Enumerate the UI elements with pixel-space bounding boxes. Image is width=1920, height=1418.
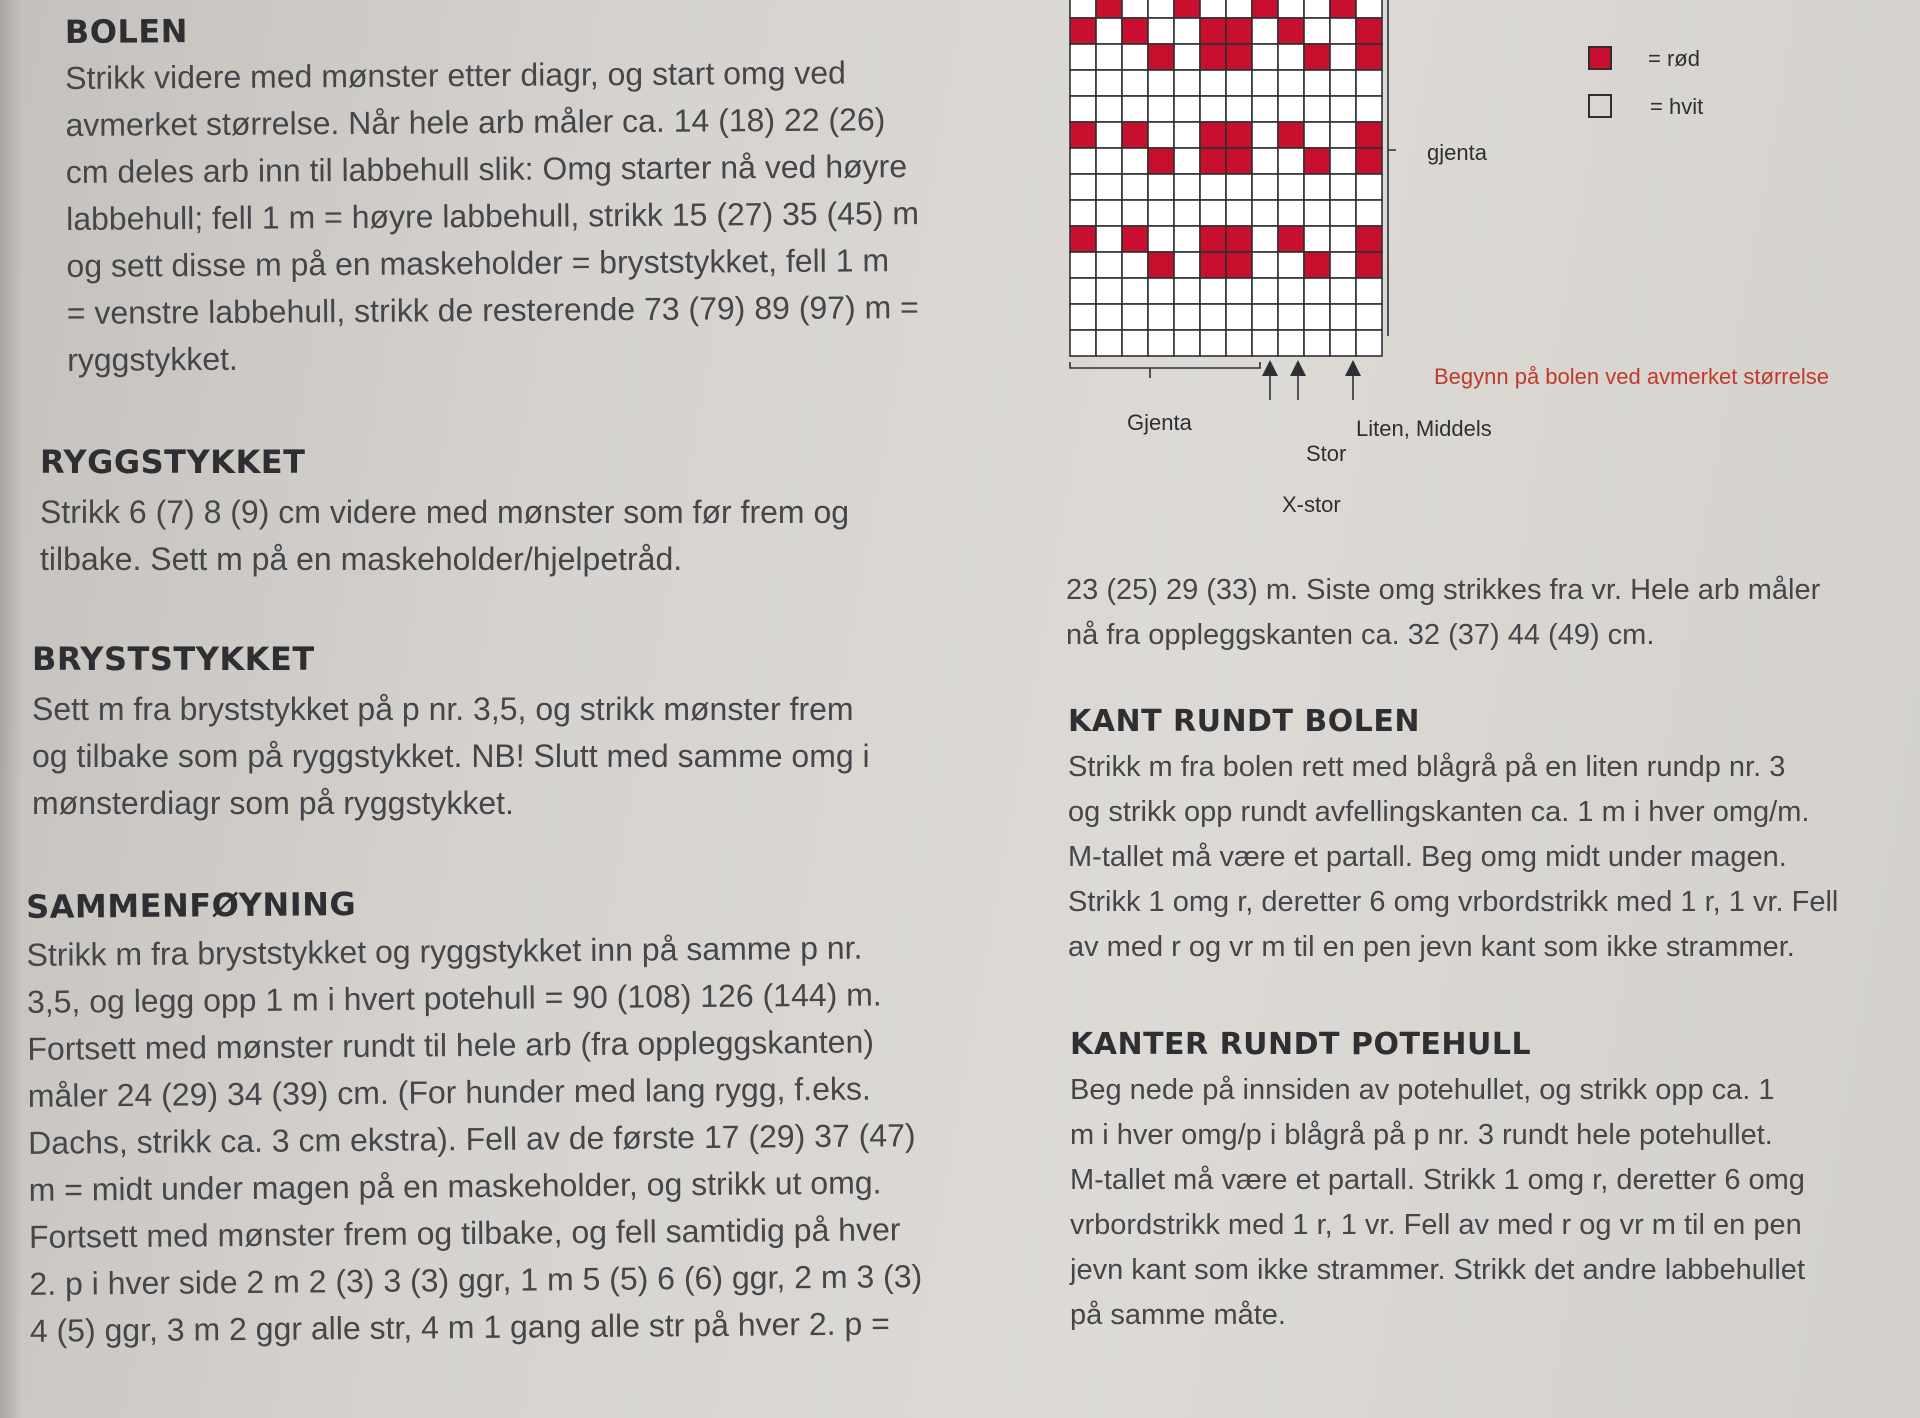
diagram-label-gjenta-bottom: Gjenta <box>1127 410 1192 435</box>
grid-cell-white <box>1330 252 1356 278</box>
grid-cell-white <box>1122 44 1148 70</box>
heading-ryggstykket: RYGGSTYKKET <box>40 443 306 481</box>
grid-cell-red <box>1070 226 1096 252</box>
grid-cell-white <box>1122 148 1148 174</box>
grid-cell-red <box>1356 148 1382 174</box>
grid-cell-red <box>1070 122 1096 148</box>
grid-cell-white <box>1174 278 1200 304</box>
grid-cell-white <box>1096 330 1122 356</box>
grid-cell-white <box>1278 330 1304 356</box>
grid-cell-white <box>1122 252 1148 278</box>
grid-cell-white <box>1148 18 1174 44</box>
grid-cell-white <box>1226 304 1252 330</box>
grid-cell-white <box>1148 330 1174 356</box>
grid-cell-white <box>1252 200 1278 226</box>
legend-swatch-red <box>1588 46 1612 70</box>
kant-bolen-text <box>1068 745 1838 970</box>
grid-cell-white <box>1122 96 1148 122</box>
grid-cell-white <box>1096 70 1122 96</box>
grid-cell-white <box>1278 200 1304 226</box>
text-line: mønsterdiagr som på ryggstykket. <box>32 785 514 821</box>
grid-cell-red <box>1070 18 1096 44</box>
grid-cell-white <box>1278 304 1304 330</box>
text-line: av med r og vr m til en pen jevn kant som ikke strammer. <box>1068 931 1795 963</box>
grid-cell-white <box>1096 148 1122 174</box>
grid-cell-white <box>1356 304 1382 330</box>
grid-cell-red <box>1226 18 1252 44</box>
grid-cell-white <box>1070 0 1096 18</box>
grid-cell-white <box>1330 70 1356 96</box>
grid-cell-white <box>1174 252 1200 278</box>
grid-cell-white <box>1174 122 1200 148</box>
text-line: ryggstykket. <box>67 340 238 378</box>
heading-kant-potehull: KANTER RUNDT POTEHULL <box>1070 1027 1532 1062</box>
grid-cell-white <box>1304 174 1330 200</box>
grid-cell-red <box>1122 122 1148 148</box>
diagram-label-xstor: X-stor <box>1282 492 1341 517</box>
grid-cell-red <box>1278 18 1304 44</box>
grid-cell-white <box>1252 278 1278 304</box>
grid-cell-white <box>1148 278 1174 304</box>
grid-cell-white <box>1252 18 1278 44</box>
grid-cell-white <box>1304 278 1330 304</box>
grid-cell-white <box>1278 96 1304 122</box>
grid-cell-white <box>1330 44 1356 70</box>
grid-cell-white <box>1304 96 1330 122</box>
grid-cell-red <box>1278 226 1304 252</box>
heading-bryststykket: BRYSTSTYKKET <box>32 640 315 678</box>
grid-cell-red <box>1200 18 1226 44</box>
grid-cell-white <box>1356 200 1382 226</box>
text-line: cm deles arb inn til labbehull slik: Omg starter nå ved høyre <box>65 148 908 190</box>
grid-cell-white <box>1278 44 1304 70</box>
legend-swatch-white <box>1588 94 1612 118</box>
grid-cell-white <box>1096 200 1122 226</box>
text-line: M-tallet må være et partall. Beg omg midt under magen. <box>1068 841 1787 873</box>
grid-cell-white <box>1148 174 1174 200</box>
grid-cell-white <box>1122 200 1148 226</box>
grid-cell-white <box>1174 148 1200 174</box>
grid-cell-white <box>1226 96 1252 122</box>
text-line: jevn kant som ikke strammer. Strikk det andre labbehullet <box>1070 1254 1805 1286</box>
grid-cell-red <box>1304 148 1330 174</box>
grid-cell-white <box>1122 278 1148 304</box>
grid-cell-white <box>1174 44 1200 70</box>
arrow-xstor-head <box>1262 360 1278 376</box>
heading-kant-bolen: KANT RUNDT BOLEN <box>1068 704 1420 739</box>
grid-cell-red <box>1148 44 1174 70</box>
text-line: måler 24 (29) 34 (39) cm. (For hunder med lang rygg, f.eks. <box>27 1070 871 1114</box>
grid-cell-white <box>1304 0 1330 18</box>
grid-cell-red <box>1174 0 1200 18</box>
grid-cell-white <box>1252 44 1278 70</box>
grid-cell-white <box>1252 304 1278 330</box>
grid-cell-red <box>1096 0 1122 18</box>
grid-cell-white <box>1252 330 1278 356</box>
text-line: og tilbake som på ryggstykket. NB! Slutt med samme omg i <box>32 738 870 774</box>
grid-cell-white <box>1122 304 1148 330</box>
grid-cell-white <box>1200 304 1226 330</box>
grid-cell-red <box>1200 148 1226 174</box>
grid-cell-white <box>1200 330 1226 356</box>
grid-cell-white <box>1148 70 1174 96</box>
grid-cell-white <box>1096 122 1122 148</box>
grid-cell-white <box>1226 278 1252 304</box>
grid-cell-white <box>1304 330 1330 356</box>
grid-cell-white <box>1200 0 1226 18</box>
grid-cell-white <box>1148 96 1174 122</box>
grid-cell-white <box>1122 330 1148 356</box>
grid-cell-white <box>1148 122 1174 148</box>
text-line: m = midt under magen på en maskeholder, og strikk ut omg. <box>28 1164 882 1208</box>
grid-cell-white <box>1330 330 1356 356</box>
text-line: og strikk opp rundt avfellingskanten ca. 1 m i hver omg/m. <box>1068 796 1810 828</box>
grid-cell-white <box>1330 148 1356 174</box>
grid-cell-white <box>1096 252 1122 278</box>
grid-cell-white <box>1330 200 1356 226</box>
gjenta-bracket-bottom <box>1070 362 1260 378</box>
section-sammenfoyning <box>26 880 923 1355</box>
grid-cell-white <box>1200 200 1226 226</box>
text-line: Strikk 1 omg r, deretter 6 omg vrbordstrikk med 1 r, 1 vr. Fell <box>1068 886 1839 918</box>
diagram-label-liten-middels: Liten, Middels <box>1356 416 1492 441</box>
grid-cell-white <box>1200 278 1226 304</box>
text-line: Strikk videre med mønster etter diagr, og start omg ved <box>65 54 847 96</box>
grid-cell-white <box>1070 330 1096 356</box>
grid-cell-white <box>1278 148 1304 174</box>
grid-cell-white <box>1226 174 1252 200</box>
grid-cell-white <box>1096 304 1122 330</box>
section-bolen <box>65 7 920 384</box>
grid-cell-red <box>1330 0 1356 18</box>
grid-cell-white <box>1330 122 1356 148</box>
legend-label-white: = hvit <box>1650 94 1704 119</box>
grid-cell-white <box>1356 174 1382 200</box>
text-line: tilbake. Sett m på en maskeholder/hjelpetråd. <box>40 541 683 577</box>
grid-cell-red <box>1278 122 1304 148</box>
text-line: Fortsett med mønster frem og tilbake, og fell samtidig på hver <box>28 1211 901 1255</box>
heading-sammenfoyning: SAMMENFØYNING <box>25 885 357 926</box>
grid-cell-white <box>1070 70 1096 96</box>
grid-cell-red <box>1304 44 1330 70</box>
grid-cell-white <box>1330 226 1356 252</box>
grid-cell-red <box>1356 18 1382 44</box>
grid-cell-white <box>1330 18 1356 44</box>
grid-cell-white <box>1226 0 1252 18</box>
text-line: 2. p i hver side 2 m 2 (3) 3 (3) ggr, 1 m 5 (5) 6 (6) ggr, 2 m 3 (3) <box>29 1258 923 1302</box>
grid-cell-white <box>1278 252 1304 278</box>
grid-cell-red <box>1200 252 1226 278</box>
grid-cell-white <box>1200 174 1226 200</box>
grid-cell-white <box>1174 174 1200 200</box>
grid-cell-white <box>1096 226 1122 252</box>
grid-cell-red <box>1304 252 1330 278</box>
text-line: Strikk m fra bryststykket og ryggstykket inn på samme p nr. <box>26 929 863 973</box>
grid-cell-white <box>1070 278 1096 304</box>
text-line: og sett disse m på en maskeholder = bryststykket, fell 1 m <box>66 242 890 284</box>
grid-cell-white <box>1174 304 1200 330</box>
grid-cell-white <box>1278 174 1304 200</box>
grid-cell-white <box>1252 174 1278 200</box>
grid-cell-red <box>1226 148 1252 174</box>
pattern-diagram <box>1060 0 1480 400</box>
grid-cell-white <box>1304 200 1330 226</box>
section-ryggstykket <box>40 443 849 583</box>
grid-cell-white <box>1148 200 1174 226</box>
grid-cell-white <box>1174 226 1200 252</box>
diagram-label-gjenta-right: gjenta <box>1427 140 1487 165</box>
text-line: Strikk 6 (7) 8 (9) cm videre med mønster som før frem og <box>40 494 850 530</box>
grid-cell-white <box>1226 200 1252 226</box>
text-line: = venstre labbehull, strikk de resterende 73 (79) 89 (97) m = <box>66 289 919 331</box>
section-continuation <box>1066 568 1820 658</box>
section-kant-potehull <box>1070 1027 1805 1338</box>
grid-cell-white <box>1148 0 1174 18</box>
grid-cell-white <box>1356 330 1382 356</box>
grid-cell-white <box>1148 226 1174 252</box>
grid-cell-red <box>1252 0 1278 18</box>
grid-cell-white <box>1174 18 1200 44</box>
grid-cell-white <box>1226 70 1252 96</box>
grid-cell-white <box>1330 304 1356 330</box>
grid-cell-white <box>1356 278 1382 304</box>
grid-cell-white <box>1200 70 1226 96</box>
grid-cell-white <box>1174 330 1200 356</box>
section-bryststykket <box>32 640 870 827</box>
grid-cell-white <box>1070 174 1096 200</box>
grid-cell-white <box>1278 70 1304 96</box>
heading-bolen: BOLEN <box>64 12 189 51</box>
page-edge <box>0 0 22 1418</box>
grid-cell-red <box>1200 122 1226 148</box>
continuation-text <box>1066 568 1820 658</box>
grid-cell-white <box>1096 44 1122 70</box>
grid-cell-white <box>1070 148 1096 174</box>
grid-cell-red <box>1356 226 1382 252</box>
grid-cell-white <box>1252 70 1278 96</box>
text-line: Strikk m fra bolen rett med blågrå på en liten rundp nr. 3 <box>1068 751 1786 783</box>
text-line: M-tallet må være et partall. Strikk 1 omg r, deretter 6 omg <box>1070 1164 1805 1196</box>
text-line: Fortsett med mønster rundt til hele arb (fra oppleggskanten) <box>27 1023 875 1067</box>
text-line: 4 (5) ggr, 3 m 2 ggr alle str, 4 m 1 gang alle str på hver 2. p = <box>29 1305 890 1349</box>
text-line: Dachs, strikk ca. 3 cm ekstra). Fell av de første 17 (29) 37 (47) <box>28 1117 916 1161</box>
grid-cell-white <box>1174 96 1200 122</box>
diagram-label-stor: Stor <box>1306 441 1347 466</box>
grid-cell-red <box>1200 226 1226 252</box>
grid-cell-white <box>1356 0 1382 18</box>
grid-cell-white <box>1070 252 1096 278</box>
grid-cell-white <box>1070 200 1096 226</box>
grid-cell-white <box>1174 200 1200 226</box>
grid-cell-red <box>1356 122 1382 148</box>
grid-cell-red <box>1356 44 1382 70</box>
text-line: 23 (25) 29 (33) m. Siste omg strikkes fra vr. Hele arb måler <box>1066 574 1821 606</box>
grid-cell-white <box>1330 278 1356 304</box>
grid-cell-red <box>1226 226 1252 252</box>
grid-cell-white <box>1096 174 1122 200</box>
grid-cell-red <box>1122 226 1148 252</box>
sammenfoyning-text <box>26 924 922 1355</box>
grid-cell-white <box>1304 304 1330 330</box>
grid-cell-white <box>1200 96 1226 122</box>
gjenta-bracket-right <box>1388 0 1396 336</box>
grid-cell-red <box>1148 148 1174 174</box>
grid-cell-white <box>1096 278 1122 304</box>
grid-cell-white <box>1070 304 1096 330</box>
grid-cell-white <box>1252 148 1278 174</box>
grid-cell-white <box>1252 122 1278 148</box>
text-line: nå fra oppleggskanten ca. 32 (37) 44 (49) cm. <box>1066 619 1655 651</box>
grid-cell-red <box>1226 44 1252 70</box>
grid-cell-white <box>1278 278 1304 304</box>
grid-cell-white <box>1304 18 1330 44</box>
text-line: m i hver omg/p i blågrå på p nr. 3 rundt hele potehullet. <box>1070 1119 1773 1151</box>
grid-cell-white <box>1330 174 1356 200</box>
section-kant-bolen <box>1068 704 1838 970</box>
grid-cell-white <box>1148 304 1174 330</box>
text-line: 3,5, og legg opp 1 m i hvert potehull = 90 (108) 126 (144) m. <box>26 976 882 1020</box>
text-line: Beg nede på innsiden av potehullet, og strikk opp ca. 1 <box>1070 1074 1775 1106</box>
grid-cell-white <box>1096 96 1122 122</box>
legend-label-red: = rød <box>1648 46 1700 71</box>
grid-cell-red <box>1200 44 1226 70</box>
grid-cell-white <box>1252 252 1278 278</box>
grid-cell-red <box>1148 252 1174 278</box>
arrow-stor-head <box>1290 360 1306 376</box>
grid-cell-red <box>1226 252 1252 278</box>
grid-cell-red <box>1122 18 1148 44</box>
grid-cell-white <box>1278 0 1304 18</box>
bolen-text <box>65 49 920 384</box>
grid-cell-white <box>1304 122 1330 148</box>
text-line: vrbordstrikk med 1 r, 1 vr. Fell av med r og vr m til en pen <box>1070 1209 1802 1241</box>
text-line: avmerket størrelse. Når hele arb måler ca. 14 (18) 22 (26) <box>65 101 886 143</box>
diagram-start-note: Begynn på bolen ved avmerket størrelse <box>1434 364 1829 389</box>
grid-cell-white <box>1304 70 1330 96</box>
grid-cell-white <box>1304 226 1330 252</box>
grid-cell-white <box>1122 70 1148 96</box>
grid-cell-white <box>1096 18 1122 44</box>
text-line: labbehull; fell 1 m = høyre labbehull, strikk 15 (27) 35 (45) m <box>66 195 920 237</box>
grid-cell-white <box>1252 226 1278 252</box>
grid-cell-white <box>1122 0 1148 18</box>
grid-cell-white <box>1252 96 1278 122</box>
grid-cell-red <box>1356 252 1382 278</box>
grid-cell-white <box>1070 44 1096 70</box>
arrow-liten-middels-head <box>1345 360 1361 376</box>
grid-cell-white <box>1356 96 1382 122</box>
grid-cell-white <box>1226 330 1252 356</box>
ryggstykket-text <box>40 489 849 583</box>
bryststykket-text <box>32 686 870 827</box>
grid-cell-red <box>1226 122 1252 148</box>
grid-cell-white <box>1070 96 1096 122</box>
grid-cell-white <box>1330 96 1356 122</box>
grid-cell-white <box>1356 70 1382 96</box>
grid-cell-white <box>1174 70 1200 96</box>
text-line: Sett m fra bryststykket på p nr. 3,5, og strikk mønster frem <box>32 691 854 727</box>
grid-cell-white <box>1122 174 1148 200</box>
kant-potehull-text <box>1070 1068 1805 1338</box>
text-line: på samme måte. <box>1070 1299 1286 1331</box>
